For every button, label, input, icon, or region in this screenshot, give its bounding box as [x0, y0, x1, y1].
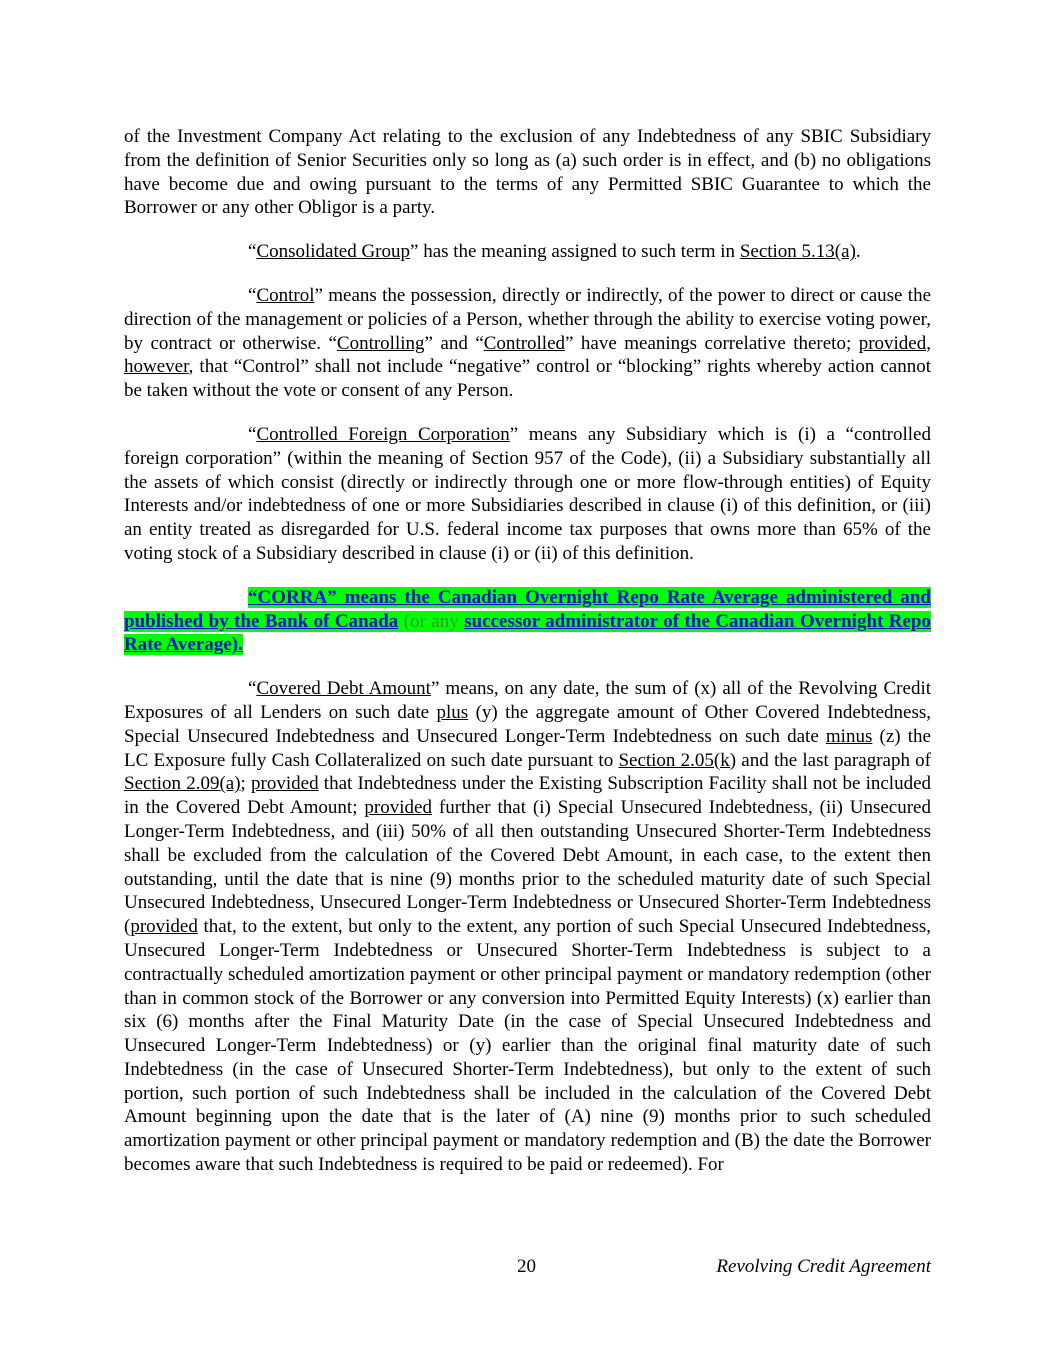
document-title: Revolving Credit Agreement: [716, 1256, 931, 1277]
definition-paragraph: [124, 423, 931, 566]
text-segment: “: [248, 678, 257, 700]
document-body: [124, 125, 931, 1197]
underlined-term: provided: [364, 797, 432, 819]
text-segment: (y) the aggregate amount of Other Covered Indebtedness, Special Unsecured Indebtedness and Unsecured Longer-Term Indebtedness on such date: [124, 701, 932, 747]
underlined-term: provided: [251, 773, 319, 795]
text-segment: ” means any Subsidiary which is (i) a “controlled foreign corporation” (within the meaning of Section 957 of the Code), (ii) a Subsidiary substantially all the assets of which consist (directly or indirectly through one or more flow-through entities) of Equity Interests and/or indebtedness of one or more Subsidiaries described in clause (i) of this definition, or (iii) an entity treated as disregarded for U.S. federal income tax purposes that owns more than 65% of the voting stock of a Subsidiary described in clause (i) or (ii) of this definition.: [124, 423, 931, 564]
underlined-term: provided: [130, 916, 198, 938]
underlined-term: Covered Debt Amount: [256, 678, 431, 700]
text-segment: “: [248, 241, 257, 263]
text-segment: ” means the possession, directly or indirectly, of the power to direct or cause the direction of the management or policies of a Person, whether through the ability to exercise voting power, by contract or otherwise. “: [124, 284, 931, 354]
underlined-term: Controlled Foreign Corporation: [256, 423, 510, 445]
text-segment: of the Investment Company Act relating to the exclusion of any Indebtedness of any SBIC Subsidiary from the definition of Senior Securities only so long as (a) such order is in effect, and (b) no obligations have become due and owing pursuant to the terms of any Permitted SBIC Guarantee to which the Borrower or any other Obligor is a party.: [124, 126, 931, 219]
text-segment: and the last paragraph of: [736, 749, 932, 771]
text-segment: , that “Control” shall not include “negative” control or “blocking” rights whereby action cannot be taken without the vote or consent of any Person.: [124, 356, 931, 402]
text-segment: ” and “: [424, 332, 484, 354]
text-segment: ;: [240, 773, 252, 795]
definition-paragraph: [124, 284, 931, 403]
text-segment: (or any: [398, 610, 465, 632]
underlined-term: Section 2.09(a): [124, 773, 241, 795]
text-segment: ” have meanings correlative thereto;: [565, 332, 859, 354]
text-segment: that, to the extent, but only to the extent, any portion of such Special Unsecured Indebtedness, Unsecured Longer-Term Indebtedness or Unsecured Shorter-Term Indebtedness is subject to a contractually scheduled amortization payment or other principal payment or mandatory redemption (other than in common stock of the Borrower or any conversion into Permitted Equity Interests) (x) earlier than six (6) months after the Final Maturity Date (in the case of Special Unsecured Indebtedness and Unsecured Longer-Term Indebtedness) or (y) earlier than the original final maturity date of such Indebtedness (in the case of Unsecured Shorter-Term Indebtedness), but only to the extent of such portion, such portion of such Indebtedness shall be included in the calculation of the Covered Debt Amount beginning upon the date that is the later of (A) nine (9) months prior to such scheduled amortization payment or other principal payment or mandatory redemption and (B) the date the Borrower becomes aware that such Indebtedness is required to be paid or redeemed). For: [124, 916, 931, 1176]
text-segment: successor administrator of the Canadian Overnight Repo Rate Average).: [124, 610, 931, 656]
underlined-term: however: [124, 356, 189, 378]
definition-paragraph: [124, 677, 931, 1177]
page-number: 20: [517, 1256, 536, 1277]
text-segment: further that (i) Special Unsecured Indebtedness, (ii) Unsecured Longer-Term Indebtedness, and (iii) 50% of all then outstanding Unsecured Shorter-Term Indebtedness shall be excluded from the calculation of the Covered Debt Amount, in each case, to the extent then outstanding, until the date that is nine (9) months prior to the scheduled maturity date of such Special Unsecured Indebtedness, Unsecured Longer-Term Indebtedness or Unsecured Shorter-Term Indebtedness (: [124, 797, 931, 938]
text-segment: ,: [926, 332, 931, 354]
underlined-term: Section 2.05(k): [618, 749, 737, 771]
text-segment: ” means, on any date, the sum of (x) all of the Revolving Credit Exposures of all Lenders on such date: [124, 678, 932, 723]
text-highlight: [124, 587, 931, 656]
text-segment: (z) the LC Exposure fully Cash Collateralized on such date pursuant to: [124, 725, 931, 771]
underlined-term: plus: [436, 701, 469, 723]
underlined-term: minus: [825, 725, 873, 747]
underlined-term: Consolidated Group: [256, 241, 411, 263]
underlined-term: Controlled: [483, 332, 566, 354]
text-segment: ” has the meaning assigned to such term in: [410, 241, 740, 263]
underlined-term: Controlling: [336, 332, 425, 354]
underlined-term: Section 5.13(a): [739, 241, 856, 263]
highlighted-definition-paragraph: [124, 586, 931, 657]
text-segment: that Indebtedness under the Existing Subscription Facility shall not be included in the Covered Debt Amount;: [124, 773, 932, 819]
underlined-term: Control: [256, 284, 315, 306]
definition-paragraph: [124, 240, 931, 264]
text-segment: “CORRA” means the Canadian Overnight Repo Rate Average administered and published by the Bank of Canada: [124, 586, 931, 632]
page-footer: [124, 1256, 931, 1280]
text-segment: “: [248, 423, 257, 445]
underlined-term: provided: [858, 332, 927, 354]
text-segment: .: [855, 241, 861, 263]
definition-paragraph: [124, 125, 931, 220]
text-segment: “: [248, 284, 257, 306]
